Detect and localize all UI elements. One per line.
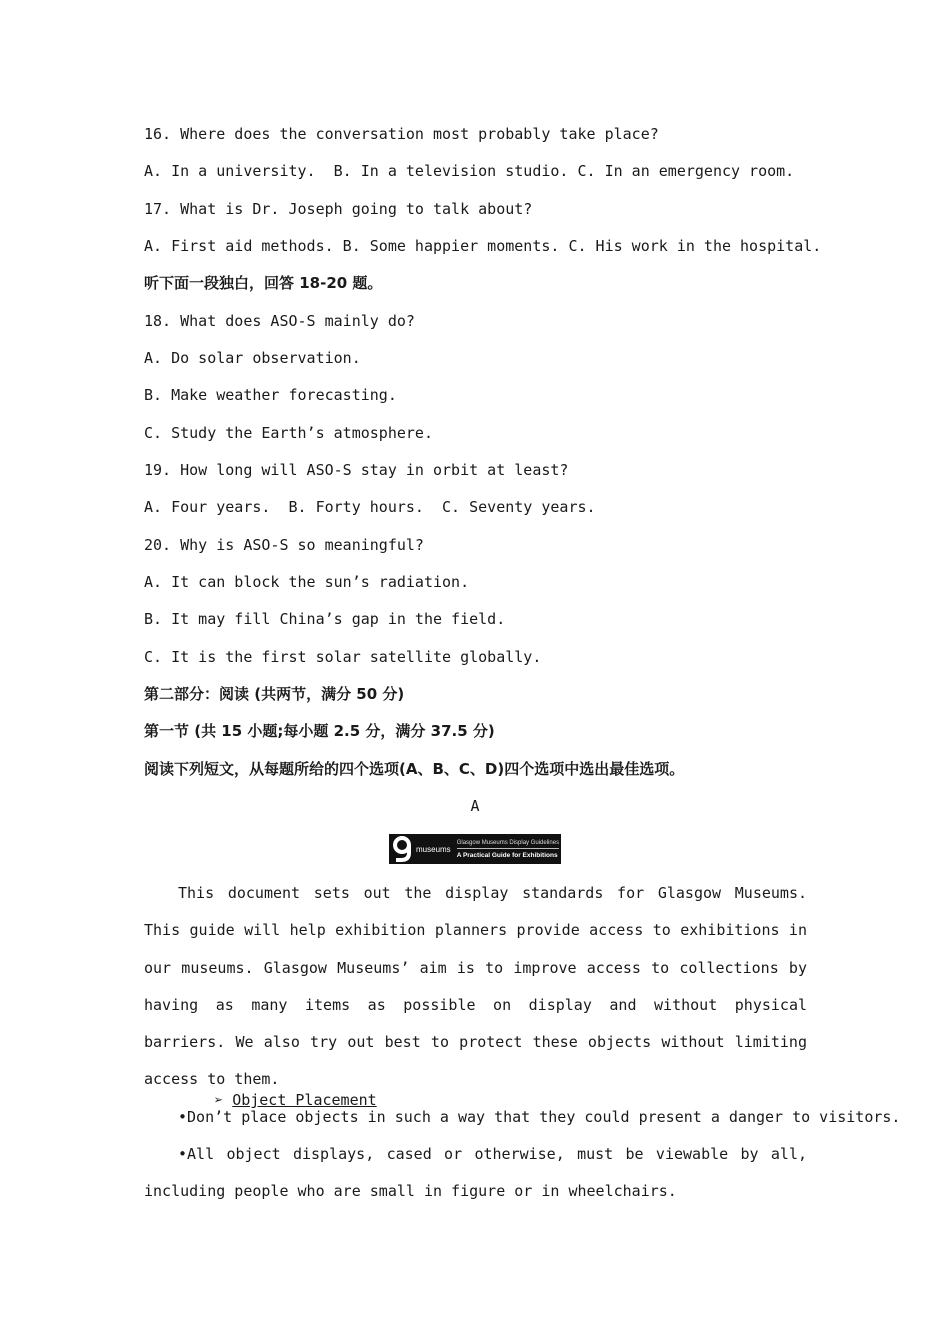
logo-text-block (457, 836, 559, 862)
q20-option-c: C. It is the first solar satellite globally. (144, 648, 542, 666)
q16-options: A. In a university. B. In a television studio. C. In an emergency room. (144, 162, 795, 180)
passage-intro-text: This document sets out the display standards for Glasgow Museums. This guide will help exhibition planners provide access to exhibitions in our museums. Glasgow Museums’ aim is to improve access to collections by having as many items as possible on display and without physical barriers. We also try out best to protect these objects without limiting access to them. (144, 884, 807, 1089)
q19-options: A. Four years. B. Forty hours. C. Seventy years. (144, 498, 596, 516)
q20-option-b: B. It may fill China’s gap in the field. (144, 610, 506, 628)
logo-word: museums (416, 844, 451, 854)
museums-g-logo-icon (392, 836, 414, 862)
q17-options: A. First aid methods. B. Some happier moments. C. His work in the hospital. (144, 237, 822, 255)
q18-question: 18. What does ASO-S mainly do? (144, 312, 415, 330)
q17-question: 17. What is Dr. Joseph going to talk about? (144, 200, 533, 218)
arrow-bullet-icon: ➢ (214, 1091, 224, 1109)
logo-subtitle: A Practical Guide for Exhibitions (456, 851, 558, 859)
section1-title: 第一节 (共 15 小题;每小题 2.5 分，满分 37.5 分) (144, 722, 495, 740)
glasgow-museums-logo (389, 834, 561, 864)
logo-title: Glasgow Museums Display Guidelines (457, 839, 559, 849)
heading-text: Object Placement (232, 1091, 377, 1109)
q20-option-a: A. It can block the sun’s radiation. (144, 573, 470, 591)
part2-title: 第二部分：阅读 (共两节，满分 50 分) (144, 685, 405, 703)
bullet-1: •Don’t place objects in such a way that they could present a danger to visitors. (178, 1108, 901, 1126)
q16-question: 16. Where does the conversation most probably take place? (144, 125, 659, 143)
q18-option-b: B. Make weather forecasting. (144, 386, 397, 404)
reading-instruction: 阅读下列短文，从每题所给的四个选项(A、B、C、D)四个选项中选出最佳选项。 (144, 760, 685, 778)
bullet-2-text: •All object displays, cased or otherwise, must be viewable by all, including people who are small in figure or in wheelchairs. (144, 1145, 807, 1201)
bullet-2 (144, 1136, 807, 1211)
passage-intro (144, 875, 807, 1099)
q18-option-c: C. Study the Earth’s atmosphere. (144, 424, 433, 442)
q20-question: 20. Why is ASO-S so meaningful? (144, 536, 424, 554)
passage-label: A (470, 797, 480, 815)
monologue-instruction: 听下面一段独白，回答 18-20 题。 (144, 274, 383, 292)
q18-option-a: A. Do solar observation. (144, 349, 361, 367)
q19-question: 19. How long will ASO-S stay in orbit at least? (144, 461, 569, 479)
